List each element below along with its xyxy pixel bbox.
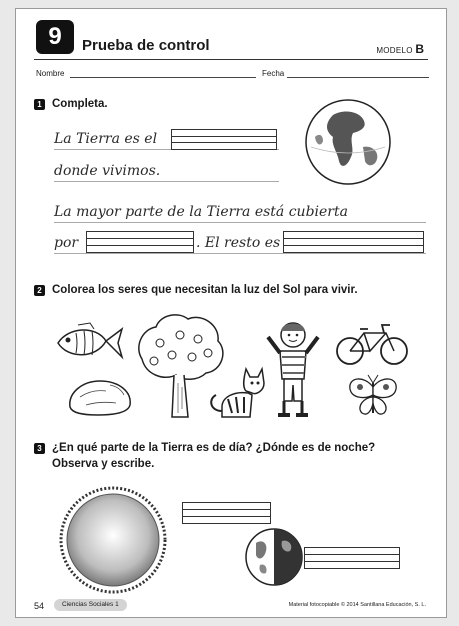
question-2-title: Colorea los seres que necesitan la luz del Sol para vivir. — [52, 284, 358, 296]
fecha-label: Fecha — [262, 69, 285, 78]
nombre-label: Nombre — [36, 69, 65, 78]
page-title: Prueba de control — [82, 37, 210, 54]
worksheet-page — [15, 8, 447, 618]
earth-globe-illustration — [303, 97, 393, 187]
q1-sentence-1: La Tierra es el — [54, 131, 158, 147]
cat-drawing[interactable] — [206, 365, 268, 421]
nombre-field[interactable] — [70, 77, 256, 78]
subject-label: Ciencias Sociales 1 — [54, 599, 127, 611]
question-3-title-line-1: ¿En qué parte de la Tierra es de día? ¿Dónde es de noche? — [52, 442, 376, 454]
unit-number-badge: 9 — [36, 20, 74, 54]
answer-box-tierra[interactable] — [283, 231, 424, 253]
fish-drawing[interactable] — [54, 321, 126, 365]
rock-drawing[interactable] — [66, 375, 134, 417]
guide-line — [54, 181, 279, 182]
q1-sentence-4a: por — [54, 235, 79, 251]
page-number: 54 — [34, 601, 45, 611]
answer-box-earth[interactable] — [304, 547, 400, 569]
answer-box-agua[interactable] — [86, 231, 194, 253]
modelo-letter: B — [415, 42, 424, 56]
answer-box-sun[interactable] — [182, 502, 271, 524]
header-rule — [34, 59, 428, 60]
guide-line — [54, 253, 426, 254]
question-1-title: Completa. — [52, 98, 108, 110]
boy-drawing[interactable] — [262, 315, 324, 419]
copyright-notice: Material fotocopiable © 2014 Santillana Educación, S. L. — [288, 602, 426, 608]
q1-sentence-3: La mayor parte de la Tierra está cubierta — [54, 204, 348, 220]
question-3-badge: 3 — [34, 443, 45, 454]
q1-sentence-2: donde vivimos. — [54, 163, 161, 179]
modelo-indicator — [376, 42, 424, 56]
answer-box-planeta[interactable] — [171, 129, 277, 150]
modelo-label: MODELO — [376, 46, 413, 55]
guide-line — [54, 222, 426, 223]
fecha-field[interactable] — [287, 77, 429, 78]
question-3-title-line-2: Observa y escribe. — [52, 458, 155, 470]
earth-day-night-drawing — [244, 527, 304, 587]
bicycle-drawing[interactable] — [334, 321, 410, 367]
butterfly-drawing[interactable] — [346, 373, 400, 419]
question-2-badge: 2 — [34, 285, 45, 296]
q1-sentence-4b: . El resto es — [196, 235, 281, 251]
question-1-badge: 1 — [34, 99, 45, 110]
sun-drawing — [58, 485, 168, 595]
